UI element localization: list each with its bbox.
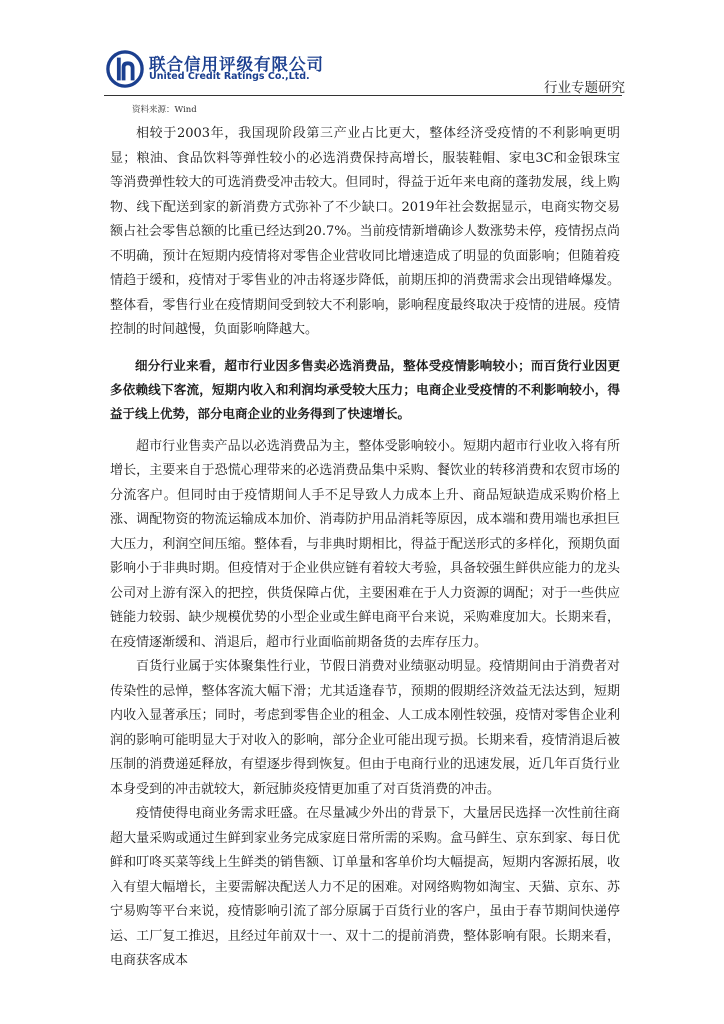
report-type-label: 行业专题研究	[544, 80, 625, 96]
document-body	[110, 122, 620, 974]
paragraph-department-store: 百货行业属于实体聚集性行业，节假日消费对业绩驱动明显。疫情期间由于消费者对传染性的忌惮，整体客流大幅下滑；尤其适逢春节，预期的假期经济效益无法达到，短期内收入显著承压；同时，考虑到零售企业的租金、人工成本刚性较强，疫情对零售企业利润的影响可能明显大于对收入的影响，部分企业可能出现亏损。长期来看，疫情消退后被压制的消费递延释放，有望逐步得到恢复。但由于电商行业的迅速发展，近几年百货行业本身受到的冲击就较大，新冠肺炎疫情更加重了对百货消费的冲击。	[110, 659, 620, 797]
brand-name-en: United Credit Ratings Co.,Ltd.	[149, 71, 310, 82]
paragraph-supermarket: 超市行业售卖产品以必选消费品为主，整体受影响较小。短期内超市行业收入将有所增长，主要来自于恐慌心理带来的必选消费品集中采购、餐饮业的转移消费和农贸市场的分流客户。但同时由于疫情期间人手不足导致人力成本上升、商品短缺造成采购价格上涨、调配物资的物流运输成本加价、消毒防护用品消耗等原因，成本端和费用端也承担巨大压力，利润空间压缩。整体看，与非典时期相比，得益于配送形式的多样化，预期负面影响小于非典时期。但疫情对于企业供应链有着较大考验，具备较强生鲜供应能力的龙头公司对上游有深入的把控，供货保障占优，主要困难在于人力资源的调配；对于一些供应链能力较弱、缺少规模优势的小型企业或生鲜电商平台来说，采购难度加大。长期来看，在疫情逐渐缓和、消退后，超市行业面临前期备货的去库存压力。	[110, 438, 620, 650]
paragraph-ecommerce: 疫情使得电商业务需求旺盛。在尽量减少外出的背景下，大量居民选择一次性前往商超大量采购或通过生鲜到家业务完成家庭日常所需的采购。盒马鲜生、京东到家、每日优鲜和叮咚买菜等线上生鲜类的销售额、订单量和客单价均大幅提高，短期内客源拓展，收入有望大幅增长，主要需解决配送人力不足的困难。对网络购物如淘宝、天猫、京东、苏宁易购等平台来说，疫情影响引流了部分原属于百货行业的客户，虽由于春节期间快递停运、工厂复工推迟，且经过年前双十一、双十二的提前消费，整体影响有限。长期来看，电商获客成本	[110, 806, 620, 968]
paragraph-overview: 相较于2003年，我国现阶段第三产业占比更大，整体经济受疫情的不利影响更明显；粮油、食品饮料等弹性较小的必选消费保持高增长，服装鞋帽、家电3C和金银珠宝等消费弹性较大的可选消费受冲击较大。但同时，得益于近年来电商的蓬勃发展，线上购物、线下配送到家的新消费方式弥补了不少缺口。2019年社会数据显示，电商实物交易额占社会零售总额的比重已经达到20.7%。当前疫情新增确诊人数涨势未停，疫情拐点尚不明确，预计在短期内疫情将对零售企业营收同比增速造成了明显的负面影响；但随着疫情趋于缓和，疫情对于零售业的冲击将逐步降低，前期压抑的消费需求会出现错峰爆发。整体看，零售行业在疫情期间受到较大不利影响，影响程度最终取决于疫情的进展。疫情控制的时间越慢，负面影响降越大。	[110, 126, 620, 337]
brand-name-cn: 联合信用评级有限公司	[149, 55, 324, 74]
source-note: 资料来源：Wind	[132, 105, 197, 115]
page-header	[0, 0, 724, 100]
paragraph-key-summary: 细分行业来看，超市行业因多售卖必选消费品，整体受疫情影响较小；而百货行业因更多依赖线下客流，短期内收入和利润均承受较大压力；电商企业受疫情的不利影响较小，得益于线上优势，部分电商企业的业务得到了快速增长。	[110, 357, 620, 421]
company-logo-icon	[106, 50, 144, 88]
header-divider	[104, 95, 622, 96]
